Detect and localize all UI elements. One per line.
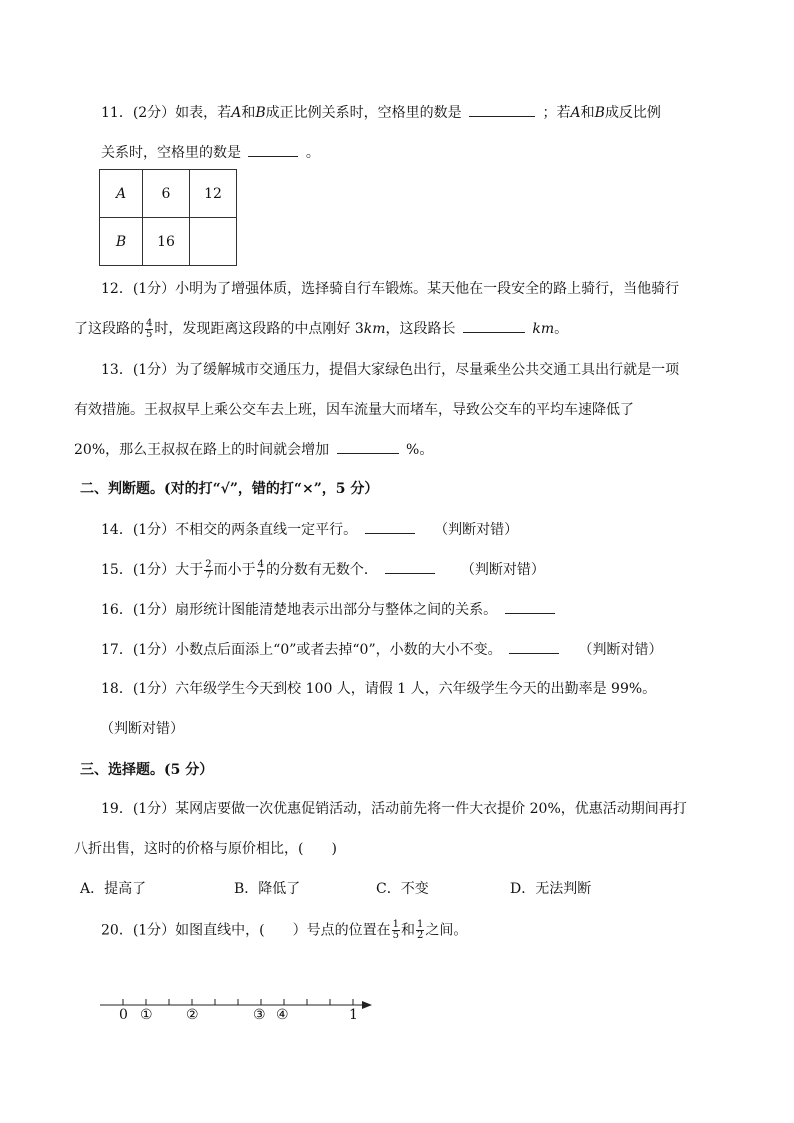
q13-line3: 20%，那么王叔叔在路上的时间就会增加 %。 (74, 439, 433, 460)
q19-option-a[interactable]: A．提高了 (80, 881, 147, 897)
q17-blank[interactable] (509, 639, 559, 654)
label-point-2: ② (186, 1007, 199, 1023)
q18-line2: （判断对错） (100, 721, 184, 737)
q15-blank[interactable] (385, 559, 435, 574)
q13-line1: 13．(1分）为了缓解城市交通压力，提倡大家绿色出行，尽量乘坐公共交通工具出行就是一项 (101, 362, 680, 378)
table-cell-empty (190, 218, 237, 266)
label-point-3: ③ (253, 1007, 266, 1023)
label-zero: 0 (119, 1007, 128, 1023)
number-line-figure (100, 995, 375, 1023)
fraction: $\frac{1}{5}$ (392, 919, 400, 941)
q12-line2: 了这段路的 $\frac{4}{5}$ 时，发现距离这段路的中点刚好 3km，这段路长 km。 (74, 317, 569, 340)
q14-blank[interactable] (365, 519, 415, 534)
section-title-judgement: 二、判断题。(对的打“√”，错的打“×”，5 分） (80, 481, 379, 497)
q19-option-c[interactable]: C．不变 (376, 881, 429, 897)
q16-blank[interactable] (505, 599, 555, 614)
label-one: 1 (349, 1007, 358, 1023)
fraction: $\frac{4}{5}$ (146, 317, 153, 340)
q11-blank-2[interactable] (248, 142, 298, 157)
q19-option-b[interactable]: B．降低了 (234, 881, 301, 897)
q20: 20．(1分）如图直线中，( ）号点的位置在 $\frac{1}{5}$ 和 $\frac{1}{2}$ 之间。 (101, 919, 468, 941)
q17: 17．(1分）小数点后面添上“0”或者去掉“0”，小数的大小不变。 （判断对错） (101, 639, 663, 660)
q13-blank[interactable] (337, 439, 399, 454)
fraction: $\frac{2}{7}$ (205, 558, 212, 581)
q19-option-d[interactable]: D．无法判断 (510, 881, 592, 897)
q11-blank-1[interactable] (469, 102, 535, 117)
table-cell: 16 (143, 218, 190, 266)
q13-line2: 有效措施。王叔叔早上乘公交车去上班，因车流量大而堵车，导致公交车的平均车速降低了 (74, 402, 634, 418)
q15: 15．(1分）大于 $\frac{2}{7}$ 而小于 $\frac{4}{7}$ 的分数有无数个． （判断对错） (101, 558, 545, 581)
q14: 14．(1分）不相交的两条直线一定平行。 （判断对错） (101, 519, 518, 540)
table-row (100, 218, 237, 266)
q19-line1: 19．(1分）某网店要做一次优惠促销活动，活动前先将一件大衣提价 20%，优惠活动期间再打 (101, 801, 687, 817)
fraction: $\frac{4}{7}$ (257, 558, 264, 581)
label-point-1: ① (140, 1007, 153, 1023)
table-cell: 12 (190, 170, 237, 218)
table-cell: 6 (143, 170, 190, 218)
q11-line2: 关系时，空格里的数是 。 (101, 142, 320, 163)
q19-line2: 八折出售，这时的价格与原价相比，( ) (74, 841, 337, 857)
label-point-4: ④ (276, 1007, 289, 1023)
q18-line1: 18．(1分）六年级学生今天到校 100 人，请假 1 人，六年级学生今天的出勤率是 99%。 (101, 681, 657, 697)
table-cell: B (100, 218, 143, 266)
table-cell: A (100, 170, 143, 218)
q11-table (99, 169, 237, 266)
q12-line1: 12．(1分）小明为了增强体质，选择骑自行车锻炼。某天他在一段安全的路上骑行，当他骑行 (101, 281, 680, 297)
table-row (100, 170, 237, 218)
q16: 16．(1分）扇形统计图能清楚地表示出部分与整体之间的关系。 (101, 599, 558, 620)
q11-line1: 11．(2分）如表，若A和B成正比例关系时，空格里的数是 ；若A和B成反比例 (101, 102, 661, 123)
section-title-choice: 三、选择题。(5 分） (80, 762, 214, 778)
fraction: $\frac{1}{2}$ (417, 919, 424, 941)
q12-blank[interactable] (463, 318, 525, 333)
